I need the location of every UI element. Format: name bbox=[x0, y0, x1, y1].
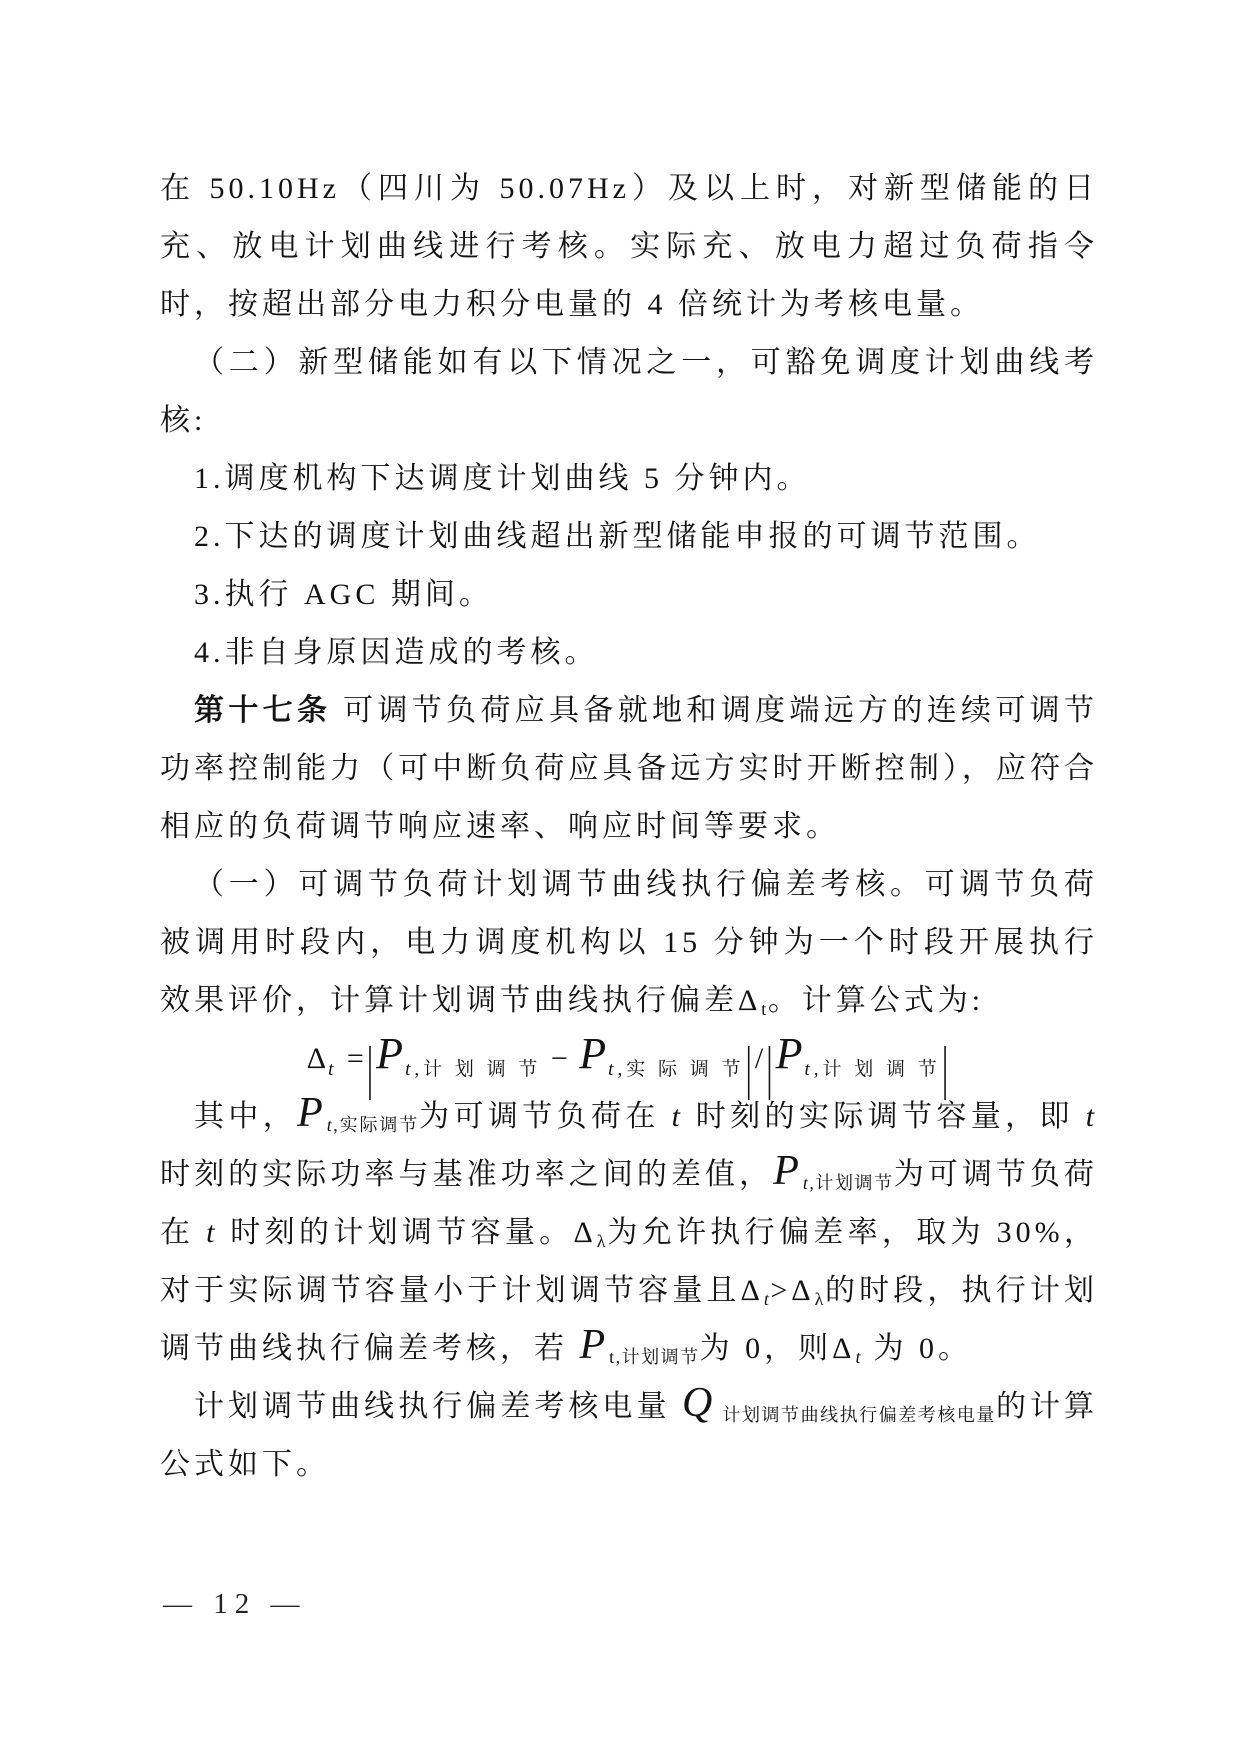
text-run: − bbox=[541, 1042, 580, 1075]
paragraph bbox=[160, 450, 1098, 508]
text-run: 为可调节负荷在 bbox=[160, 1158, 1099, 1249]
subscript: 计划调节曲线执行偏差考核电量 bbox=[716, 1405, 996, 1425]
text-run: 在 50.10Hz（四川为 50.07Hz）及以上时，对新型储能的日充、放电计划曲线进行考核。实际充、放电力超过负荷指令时，按超出部分电力积分电量的 4 倍统计为考核电量。 bbox=[160, 172, 1098, 321]
text-run: 时刻的实际调节容量，即 bbox=[683, 1100, 1086, 1133]
text-run: 可调节负荷应具备就地和调度端远方的连续可调节功率控制能力（可中断负荷应具备远方实时开断控制），应符合相应的负荷调节响应速率、响应时间等要求。 bbox=[160, 694, 1099, 843]
document-body bbox=[160, 160, 1098, 1494]
text-run: 为 0，则Δ bbox=[699, 1332, 856, 1365]
page-number: — 12 — bbox=[163, 1588, 307, 1620]
text-run: 的时段，执行计划调节曲线执行偏差考核，若 bbox=[160, 1274, 1099, 1365]
text-run: / bbox=[754, 1042, 766, 1075]
subscript: t bbox=[326, 1115, 334, 1135]
text-run: （一）可调节负荷计划调节曲线执行偏差考核。可调节负荷被调用时段内，电力调度机构以 15 分钟为一个时段开展执行效果评价，计算计划调节曲线执行偏差Δ bbox=[160, 868, 1098, 1017]
abs-value-bar: | bbox=[941, 1033, 951, 1101]
math-variable: P bbox=[775, 1029, 805, 1078]
subscript: λ bbox=[596, 1231, 608, 1251]
math-variable: P bbox=[579, 1322, 610, 1368]
text-run: 时刻的计划调节容量。Δ bbox=[218, 1216, 597, 1249]
text-run: 2.下达的调度计划曲线超出新型储能申报的可调节范围。 bbox=[194, 520, 1041, 553]
subscript: t bbox=[763, 1289, 771, 1309]
subscript: t,计划调节 bbox=[609, 1347, 700, 1367]
formula-line bbox=[160, 1029, 1098, 1101]
text-run: 4.非自身原因造成的考核。 bbox=[194, 636, 599, 669]
math-variable: Q bbox=[682, 1380, 717, 1426]
paragraph bbox=[160, 334, 1098, 450]
math-variable: P bbox=[579, 1029, 609, 1078]
subscript: ,实 际 调 节 bbox=[617, 1059, 745, 1080]
paragraph bbox=[160, 856, 1098, 1030]
subscript: t bbox=[761, 999, 768, 1019]
abs-value-bar: | bbox=[766, 1033, 775, 1101]
paragraph bbox=[160, 566, 1098, 624]
subscript: t bbox=[855, 1347, 862, 1367]
paragraph bbox=[160, 1378, 1098, 1494]
subscript: t bbox=[405, 1059, 415, 1080]
paragraph bbox=[160, 682, 1098, 856]
paragraph bbox=[160, 160, 1098, 334]
subscript: ,计 划 调 节 bbox=[813, 1059, 941, 1080]
subscript: t bbox=[608, 1059, 618, 1080]
paragraph bbox=[160, 624, 1098, 682]
subscript: t bbox=[802, 1173, 810, 1193]
subscript: t bbox=[328, 1059, 338, 1080]
math-variable: t bbox=[671, 1100, 684, 1133]
text-run: （二）新型储能如有以下情况之一，可豁免调度计划曲线考核: bbox=[160, 346, 1098, 437]
subscript: ,计划调节 bbox=[809, 1173, 894, 1193]
abs-value-bar: | bbox=[366, 1033, 376, 1101]
math-variable: P bbox=[297, 1090, 327, 1136]
math-variable: t bbox=[206, 1216, 219, 1249]
text-run: Δ bbox=[306, 1042, 329, 1075]
abs-value-bar: | bbox=[745, 1033, 754, 1101]
subscript: ,计 划 调 节 bbox=[414, 1059, 542, 1080]
text-run: 。计算公式为: bbox=[767, 984, 985, 1017]
subscript: ,实际调节 bbox=[333, 1115, 420, 1135]
math-variable: P bbox=[376, 1029, 406, 1078]
text-run: 时刻的实际功率与基准功率之间的差值， bbox=[160, 1158, 774, 1191]
paragraph bbox=[160, 1088, 1098, 1378]
text-run: 计划调节曲线执行偏差考核电量 bbox=[194, 1390, 683, 1423]
text-run: 为可调节负荷在 bbox=[419, 1100, 672, 1133]
text-run: 其中， bbox=[194, 1100, 298, 1133]
text-run: 的计算公式如下。 bbox=[160, 1390, 1099, 1481]
subscript: t bbox=[804, 1059, 814, 1080]
text-run: 为允许执行偏差率，取为 30%，对于实际调节容量小于计划调节容量且Δ bbox=[160, 1216, 1098, 1307]
bold-term: 第十七条 bbox=[194, 694, 332, 727]
text-run: >Δ bbox=[770, 1274, 815, 1307]
paragraph bbox=[160, 508, 1098, 566]
subscript: λ bbox=[814, 1289, 825, 1309]
text-run: = bbox=[337, 1042, 366, 1075]
math-variable: P bbox=[773, 1148, 803, 1194]
text-run: 为 0。 bbox=[861, 1332, 972, 1365]
math-variable: t bbox=[1085, 1100, 1099, 1133]
text-run: 3.执行 AGC 期间。 bbox=[194, 578, 493, 611]
text-run: 1.调度机构下达调度计划曲线 5 分钟内。 bbox=[194, 462, 811, 495]
